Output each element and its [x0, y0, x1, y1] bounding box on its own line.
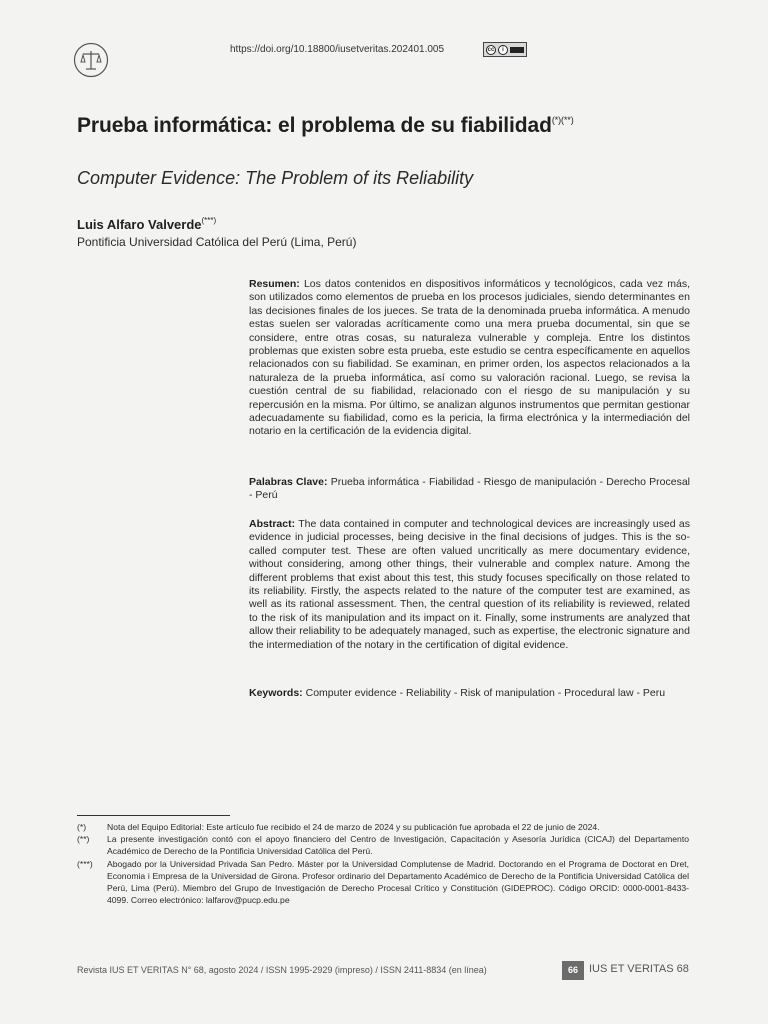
footnote-text: La presente investigación contó con el apoyo financiero del Centro de Investigación, Capacitación y Asesoría Jurídica (CICAJ) del Departamento Académico de Derecho de la Pontificia Universidad Católica del Perú.: [107, 834, 689, 857]
author-affiliation: Pontificia Universidad Católica del Perú (Lima, Perú): [77, 235, 357, 249]
abstract-label: Abstract:: [249, 518, 296, 530]
footnote-mark: (*): [77, 822, 87, 832]
palabras-clave-paragraph: [249, 476, 690, 503]
title-footnote-marks: (*)(**): [551, 115, 574, 125]
creative-commons-by-icon[interactable]: cc i: [483, 42, 527, 57]
footnote-mark: (***): [77, 858, 93, 869]
journal-name: IUS ET VERITAS 68: [589, 963, 689, 975]
journal-info: Revista IUS ET VERITAS N° 68, agosto 2024 / ISSN 1995-2929 (impreso) / ISSN 2411-8834 (en línea): [77, 965, 487, 975]
abstract-text: The data contained in computer and technological devices are increasingly used as evidence in judicial processes, being decisive in the final decisions of judges. This is the so-called computer test. These are often valued uncritically as mere documentary evidence, without considering, among other things, their vulnerable and complex nature. Among the different problems that exist about this test, this study focuses specifically on those related to its reliability. Firstly, the aspects related to the nature of the computer test are examined, as well as its rational assessment. Then, the central question of its reliability is reviewed, related to the risk of its manipulation and its impact on it. Finally, some instruments are analyzed that allow their reliability to be adequately managed, such as expertise, the electronic signature and the intermediation of the notary in the certification of digital evidence.: [249, 518, 690, 651]
abstract-paragraph: [249, 518, 690, 652]
footnotes: [77, 821, 689, 906]
palabras-clave-text: Prueba informática - Fiabilidad - Riesgo de manipulación - Derecho Procesal - Perú: [249, 476, 690, 502]
resumen-label: Resumen:: [249, 278, 300, 290]
author-text: Luis Alfaro Valverde: [77, 217, 202, 232]
palabras-clave-label: Palabras Clave:: [249, 476, 328, 488]
title-text: Prueba informática: el problema de su fiabilidad: [77, 114, 552, 137]
article-title: [77, 114, 574, 138]
scales-of-justice-icon: [73, 42, 109, 78]
footnote-mark: (**): [77, 834, 90, 845]
page-number: 66: [562, 961, 584, 980]
resumen-text: Los datos contenidos en dispositivos informáticos y tecnológicos, cada vez más, son utilizados como elementos de prueba en los procesos judiciales, siendo determinantes en las decisiones finales de los jueces. Se trata de la denominada prueba informática. A menudo estas suelen ser valoradas acríticamente como una mera prueba documental, sin que se considere, entre otras cosas, su naturaleza vulnerable y compleja. Entre los distintos problemas que existen sobre esta prueba, este estudio se centra específicamente en aquellos relacionados con su fiabilidad. Se examinan, en primer orden, los aspectos relacionados a la naturaleza de la prueba informática, así como su valoración racional. Luego, se revisa la cuestión central de su fiabilidad, relacionado con el riesgo de su manipulación y su repercusión en la misma. Por último, se analizan algunos instrumentos que permitan gestionar adecuadamente su fiabilidad, como es la pericia, la firma electrónica y la intermediación del notario en la certificación de la evidencia digital.: [249, 278, 690, 438]
resumen-paragraph: [249, 278, 690, 439]
author-footnote-mark: (***): [201, 216, 217, 225]
keywords-text: Computer evidence - Reliability - Risk of manipulation - Procedural law - Peru: [305, 687, 666, 699]
footnote-text: Abogado por la Universidad Privada San Pedro. Máster por la Universidad Complutense de Madrid. Doctorando en el Programa de Doctorat en Dret, Economia i Empresa de la Universidad de Girona. Profesor ordinario del Departamento Académico de Derecho de la Pontificia Universidad Católica del Perú, Lima (Perú). Miembro del Grupo de Investigación de Derecho Procesal Crítico y Constitución (GIDEPROC). Código ORCID: 0000-0001-8433-4099. Correo electrónico: lalfarov@pucp.edu.pe: [107, 858, 689, 906]
keywords-label: Keywords:: [249, 687, 303, 699]
footnote-text: Nota del Equipo Editorial: Este artículo fue recibido el 24 de marzo de 2024 y su publicación fue aprobada el 22 de junio de 2024.: [107, 822, 600, 832]
footnote-item: [77, 858, 689, 907]
article-subtitle: Computer Evidence: The Problem of its Reliability: [77, 168, 474, 188]
keywords-paragraph: [249, 687, 690, 700]
footnote-item: [77, 833, 689, 857]
author-name: [77, 216, 216, 232]
footnote-item: [77, 821, 689, 833]
footnote-divider: [77, 815, 230, 816]
doi-link[interactable]: https://doi.org/10.18800/iusetveritas.202401.005: [230, 44, 445, 55]
